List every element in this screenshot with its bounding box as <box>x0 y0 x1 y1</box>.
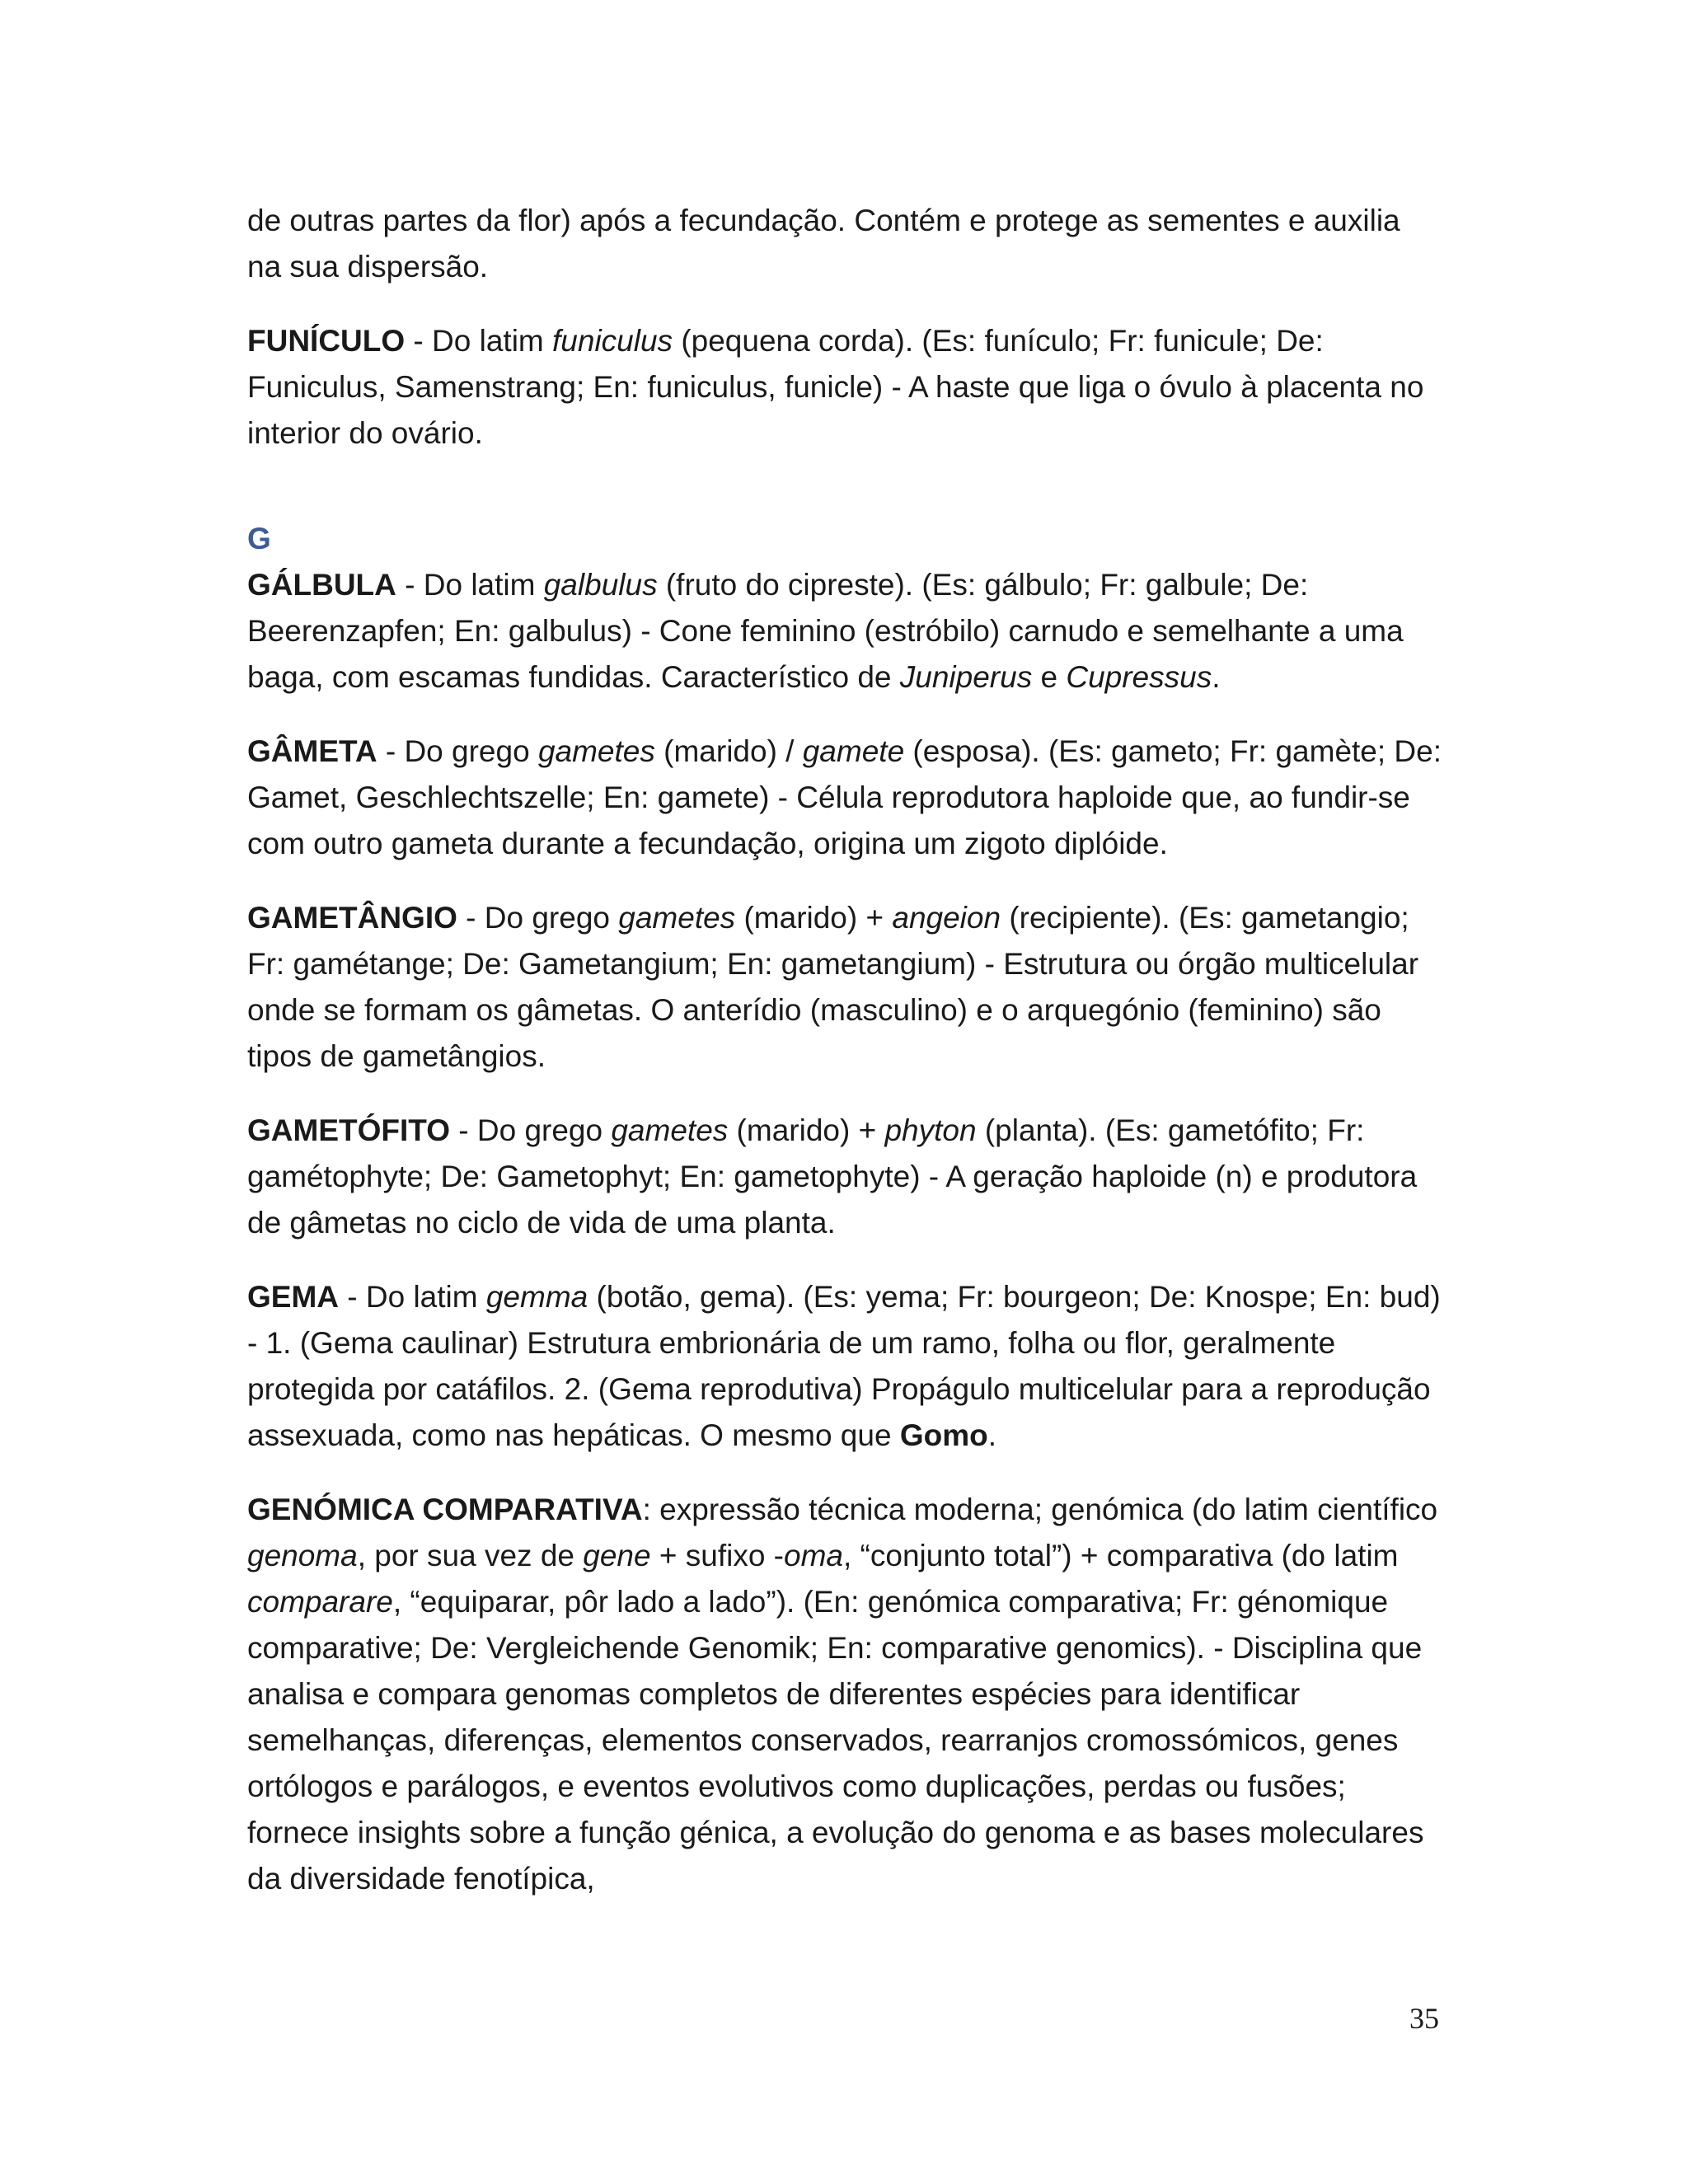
entry-text: (marido) / <box>654 734 803 768</box>
section-heading-g: G <box>247 522 271 555</box>
entry-text: (botão, gema). (Es: yema; Fr: bourgeon; De: Knospe; En: bud) - 1. (Gema caulinar) Estrutura embrionária de um ramo, folha ou flor, geralmente protegida por catáfilos. 2. (Gema reprodutiva) Propágulo multicelular para a reprodução assexuada, como nas hepáticas. O mesmo que <box>247 1280 1441 1452</box>
italic-term: Cupressus <box>1066 660 1212 694</box>
entry-text: (recipiente). (Es: gametangio; Fr: gamétange; De: Gametangium; En: gametangium) - Estrutura ou órgão multicelular onde se formam os gâmetas. O anterídio (masculino) e o arquegónio (feminino) são tipos de gametângios. <box>247 901 1419 1073</box>
italic-term: gene <box>583 1539 651 1572</box>
entry-text: (esposa). (Es: gameto; Fr: gamète; De: Gamet, Geschlechtszelle; En: gamete) - Célula reprodutora haploide que, ao fundir-se com outro gameta durante a fecundação, origina um zigoto diplóide. <box>247 734 1442 860</box>
entry-text: - Do latim <box>396 568 544 602</box>
entry-term: GÁLBULA <box>247 568 396 602</box>
glossary-paragraph <box>247 318 1442 457</box>
entry-term: Gomo <box>899 1418 988 1452</box>
entry-text: - Do latim <box>339 1280 486 1314</box>
entry-term: GÂMETA <box>247 734 377 768</box>
entry-text: de outras partes da flor) após a fecundação. Contém e protege as sementes e auxilia na sua dispersão. <box>247 204 1400 284</box>
glossary-entry <box>247 562 1442 701</box>
entry-text: (pequena corda). (Es: funículo; Fr: funicule; De: Funiculus, Samenstrang; En: funiculus, funicle) - A haste que liga o óvulo à placenta no interior do ovário. <box>247 324 1424 450</box>
italic-term: gemma <box>485 1280 588 1314</box>
entry-text: (planta). (Es: gametófito; Fr: gamétophyte; De: Gametophyt; En: gametophyte) - A geração haploide (n) e produtora de gâmetas no ciclo de vida de uma planta. <box>247 1113 1418 1240</box>
italic-term: angeion <box>892 901 1001 935</box>
entry-term: GAMETÂNGIO <box>247 901 457 935</box>
entry-text: . <box>1212 660 1221 694</box>
entry-text: , por sua vez de <box>357 1539 584 1572</box>
continued-entries <box>247 198 1442 457</box>
page-body <box>247 198 1442 1902</box>
glossary-paragraph <box>247 198 1442 290</box>
entry-text: , “conjunto total”) + comparativa (do latim <box>843 1539 1399 1572</box>
glossary-entry <box>247 895 1442 1080</box>
entry-text: - Do grego <box>377 734 538 768</box>
italic-term: gametes <box>611 1113 729 1147</box>
entry-text: - Do grego <box>457 901 619 935</box>
entry-text: . <box>987 1418 996 1452</box>
italic-term: phyton <box>884 1113 977 1147</box>
glossary-entry <box>247 1487 1442 1902</box>
italic-term: gamete <box>802 734 905 768</box>
italic-term: gametes <box>618 901 736 935</box>
entry-term: GENÓMICA COMPARATIVA <box>247 1493 643 1526</box>
italic-term: gametes <box>537 734 655 768</box>
italic-term: Juniperus <box>899 660 1033 694</box>
entry-text: , “equiparar, pôr lado a lado”). (En: genómica comparativa; Fr: génomique comparative; De: Vergleichende Genomik; En: comparative genomics). - Disciplina que analisa e compara genomas completos de diferentes espécies para identificar semelhanças, diferenças, elementos conservados, rearranjos cromossómicos, genes ortólogos e parálogos, e eventos evolutivos como duplicações, perdas ou fusões; fornece insights sobre a função génica, a evolução do genoma e as bases moleculares da diversidade fenotípica, <box>247 1585 1424 1896</box>
entry-text: (fruto do cipreste). (Es: gálbulo; Fr: galbule; De: Beerenzapfen; En: galbulus) - Cone feminino (estróbilo) carnudo e semelhante a uma baga, com escamas fundidas. Característico de <box>247 568 1404 694</box>
entry-text: e <box>1032 660 1067 694</box>
entry-term: FUNÍCULO <box>247 324 406 358</box>
italic-term: genoma <box>247 1539 358 1572</box>
entry-term: GEMA <box>247 1280 339 1314</box>
glossary-entry <box>247 1274 1442 1459</box>
italic-term: oma <box>784 1539 843 1572</box>
entry-text: - Do grego <box>449 1113 612 1147</box>
glossary-entry <box>247 1108 1442 1246</box>
italic-term: comparare <box>247 1585 393 1619</box>
entry-term: GAMETÓFITO <box>247 1113 450 1147</box>
glossary-entry <box>247 729 1442 867</box>
glossary-entries <box>247 562 1442 1902</box>
entry-text: + sufixo - <box>650 1539 785 1572</box>
italic-term: funiculus <box>552 324 673 358</box>
entry-text: (marido) + <box>735 901 893 935</box>
entry-text: (marido) + <box>728 1113 885 1147</box>
italic-term: galbulus <box>543 568 658 602</box>
entry-text: : expressão técnica moderna; genómica (do latim científico <box>642 1493 1438 1526</box>
page-number: 35 <box>1409 2002 1439 2035</box>
entry-text: - Do latim <box>405 324 553 358</box>
